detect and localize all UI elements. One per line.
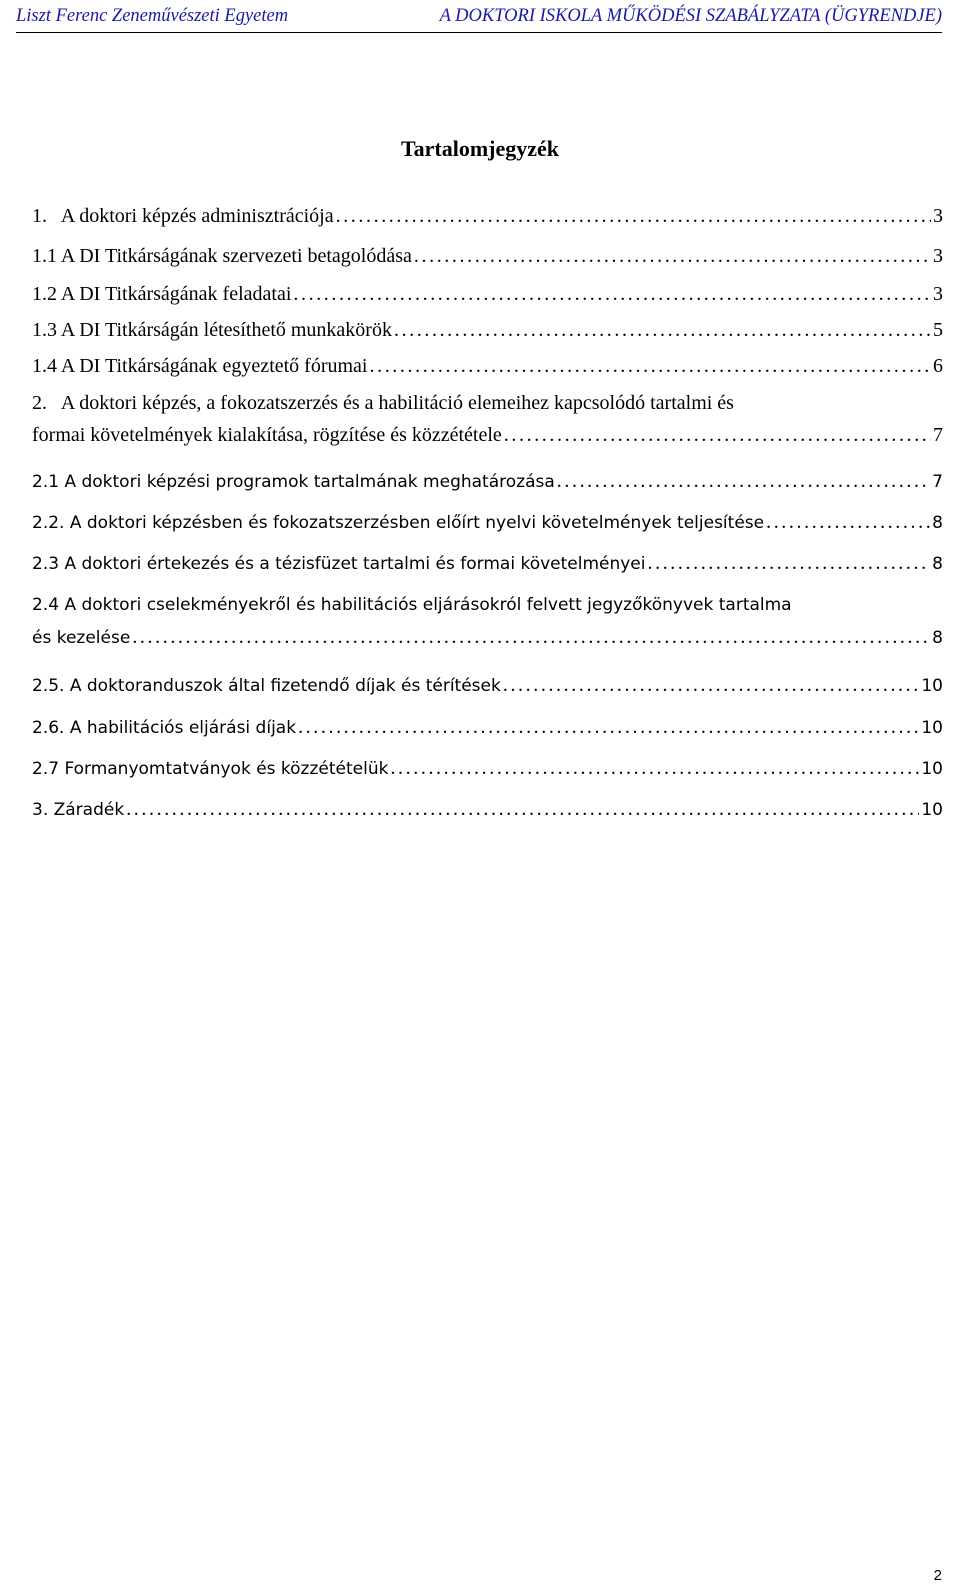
toc-title: Tartalomjegyzék xyxy=(400,136,560,161)
toc-entry-page: 3 xyxy=(933,283,943,305)
toc-entry-1-3[interactable] xyxy=(32,314,943,346)
toc-entry-text: formai követelmények kialakítása, rögzítése és közzététele xyxy=(32,424,502,446)
toc-entry-page: 8 xyxy=(932,554,943,574)
toc-entry-page: 6 xyxy=(933,355,943,377)
toc-entry-text: 2.6. A habilitációs eljárási díjak xyxy=(32,718,297,738)
running-header xyxy=(16,6,942,33)
toc-entry-1-2[interactable] xyxy=(32,278,943,310)
toc-entry-page: 5 xyxy=(933,319,943,341)
toc-entry-page: 3 xyxy=(933,245,943,267)
toc-entry-text: 1.2 A DI Titkárságának feladatai xyxy=(32,283,292,305)
toc-entry-2-5[interactable] xyxy=(32,669,943,702)
toc-entry-text: 2.2. A doktori képzésben és fokozatszerzésben előírt nyelvi követelmények teljesítése xyxy=(32,513,765,533)
toc-entry-2-3[interactable] xyxy=(32,547,943,580)
toc-entry-2[interactable] xyxy=(32,387,943,451)
toc-entry-text: 1.3 A DI Titkárságán létesíthető munkakörök xyxy=(32,319,392,341)
toc-entry-2-7[interactable] xyxy=(32,752,943,785)
page-number: 2 xyxy=(933,1567,942,1584)
toc-entry-first-line: 2. A doktori képzés, a fokozatszerzés és a habilitáció elemeihez kapcsolódó tartalmi és xyxy=(32,392,734,414)
toc-entry-text: 2.5. A doktoranduszok által fizetendő díjak és térítések xyxy=(32,676,501,696)
toc-entry-page: 10 xyxy=(921,676,943,696)
toc-entry-page: 8 xyxy=(932,513,943,533)
toc-entry-page: 10 xyxy=(921,800,943,820)
toc-entry-page: 7 xyxy=(933,424,943,446)
toc-entry-2-4[interactable] xyxy=(32,589,943,653)
toc-entry-text: és kezelése xyxy=(32,628,131,648)
toc-entry-1-1[interactable] xyxy=(32,240,943,272)
toc-entry-page: 10 xyxy=(921,718,943,738)
toc-entry-text: 1. A doktori képzés adminisztrációja xyxy=(32,205,334,227)
toc-entry-text: 2.7 Formanyomtatványok és közzétételük xyxy=(32,759,389,779)
toc-entry-text: 3. Záradék xyxy=(32,800,125,820)
toc-entry-text: 2.3 A doktori értekezés és a tézisfüzet tartalmi és formai követelményei xyxy=(32,554,646,574)
toc-entry-page: 10 xyxy=(921,759,943,779)
toc-entry-2-2[interactable] xyxy=(32,506,943,539)
toc-entry-page: 8 xyxy=(932,628,943,648)
toc-entry-2-6[interactable] xyxy=(32,711,943,744)
toc-entry-first-line: 2.4 A doktori cselekményekről és habilitációs eljárásokról felvett jegyzőkönyvek tartalma xyxy=(32,595,792,615)
toc-entry-text: 2.1 A doktori képzési programok tartalmának meghatározása xyxy=(32,472,555,492)
toc-entry-text: 1.4 A DI Titkárságának egyeztető fórumai xyxy=(32,355,368,377)
toc-entry-page: 7 xyxy=(932,472,943,492)
toc-entry-1-4[interactable] xyxy=(32,350,943,382)
toc-entry-2-1[interactable] xyxy=(32,465,943,498)
toc-entry-text: 1.1 A DI Titkárságának szervezeti betagolódása xyxy=(32,245,412,267)
header-document-title: A DOKTORI ISKOLA MŰKÖDÉSI SZABÁLYZATA (ÜGYRENDJE) xyxy=(439,6,942,26)
header-institution: Liszt Ferenc Zeneművészeti Egyetem xyxy=(16,6,289,26)
toc-entry-1[interactable] xyxy=(32,200,943,232)
toc-entry-page: 3 xyxy=(933,205,943,227)
toc-entry-3[interactable] xyxy=(32,793,943,826)
